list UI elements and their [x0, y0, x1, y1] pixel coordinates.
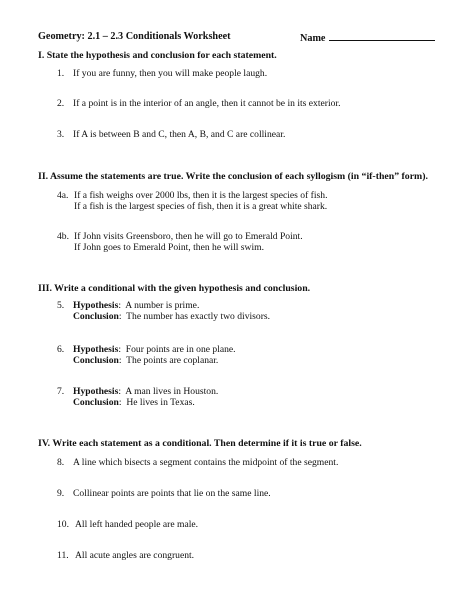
question-number: 3. — [57, 129, 65, 140]
conclusion-label: Conclusion — [73, 397, 119, 408]
premise-1: If John visits Greensboro, then he will go to Emerald Point. — [74, 231, 303, 242]
section-4-heading: IV. Write each statement as a conditional. Then determine if it is true or false. — [38, 438, 362, 449]
hypothesis-text: A number is prime. — [125, 300, 200, 311]
name-field — [300, 31, 435, 44]
premise-1: If a fish weighs over 2000 lbs, then it is the largest species of fish. — [74, 190, 328, 201]
question-text: Collinear points are points that lie on the same line. — [73, 488, 271, 499]
question-number: 4b. — [57, 231, 69, 242]
worksheet-title: Geometry: 2.1 – 2.3 Conditionals Worksheet — [38, 31, 231, 42]
question-text: If a point is in the interior of an angle, then it cannot be in its exterior. — [73, 98, 341, 109]
question-number: 11. — [57, 550, 69, 561]
premise-2: If a fish is the largest species of fish, then it is a great white shark. — [74, 201, 328, 212]
section-2-heading: II. Assume the statements are true. Write the conclusion of each syllogism (in “if-then” form). — [38, 171, 428, 182]
question-6: 6. Hypothesis: Four points are in one plane. Conclusion: The points are coplanar. — [57, 344, 236, 366]
question-number: 6. — [57, 344, 65, 355]
question-4a — [57, 190, 327, 212]
hypothesis-text: A man lives in Houston. — [125, 386, 219, 397]
question-number: 2. — [57, 98, 65, 109]
hypothesis-label: Hypothesis — [73, 300, 119, 311]
question-text: All left handed people are male. — [75, 519, 199, 530]
question-number: 9. — [57, 488, 65, 499]
question-text: A line which bisects a segment contains the midpoint of the segment. — [73, 457, 339, 468]
question-number: 1. — [57, 68, 65, 79]
question-4b — [57, 231, 303, 253]
conclusion-label: Conclusion — [73, 355, 119, 366]
question-5: 5. Hypothesis: A number is prime. Conclusion: The number has exactly two divisors. — [57, 300, 271, 322]
hypothesis-text: Four points are in one plane. — [125, 344, 236, 355]
name-blank-line — [329, 31, 435, 41]
conclusion-text: The points are coplanar. — [126, 355, 219, 366]
question-text: If A is between B and C, then A, B, and C are collinear. — [73, 129, 286, 140]
question-2 — [57, 98, 341, 109]
question-8 — [57, 457, 338, 468]
section-1-heading: I. State the hypothesis and conclusion for each statement. — [38, 50, 277, 61]
name-label: Name — [300, 33, 326, 44]
question-text: All acute angles are congruent. — [75, 550, 195, 561]
question-number: 7. — [57, 386, 65, 397]
question-number: 5. — [57, 300, 65, 311]
section-3-heading: III. Write a conditional with the given hypothesis and conclusion. — [38, 283, 311, 294]
question-3 — [57, 129, 285, 140]
hypothesis-label: Hypothesis — [73, 386, 119, 397]
question-text: If you are funny, then you will make people laugh. — [73, 68, 268, 79]
conclusion-text: The number has exactly two divisors. — [126, 311, 271, 322]
conclusion-text: He lives in Texas. — [126, 397, 195, 408]
question-11 — [57, 550, 194, 561]
conclusion-label: Conclusion — [73, 311, 119, 322]
question-number: 8. — [57, 457, 65, 468]
question-7: 7. Hypothesis: A man lives in Houston. Conclusion: He lives in Texas. — [57, 386, 219, 408]
question-1 — [57, 68, 267, 79]
question-10 — [57, 519, 198, 530]
question-number: 10. — [57, 519, 69, 530]
question-number: 4a. — [57, 190, 69, 201]
hypothesis-label: Hypothesis — [73, 344, 119, 355]
question-9 — [57, 488, 271, 499]
premise-2: If John goes to Emerald Point, then he will swim. — [74, 242, 264, 253]
